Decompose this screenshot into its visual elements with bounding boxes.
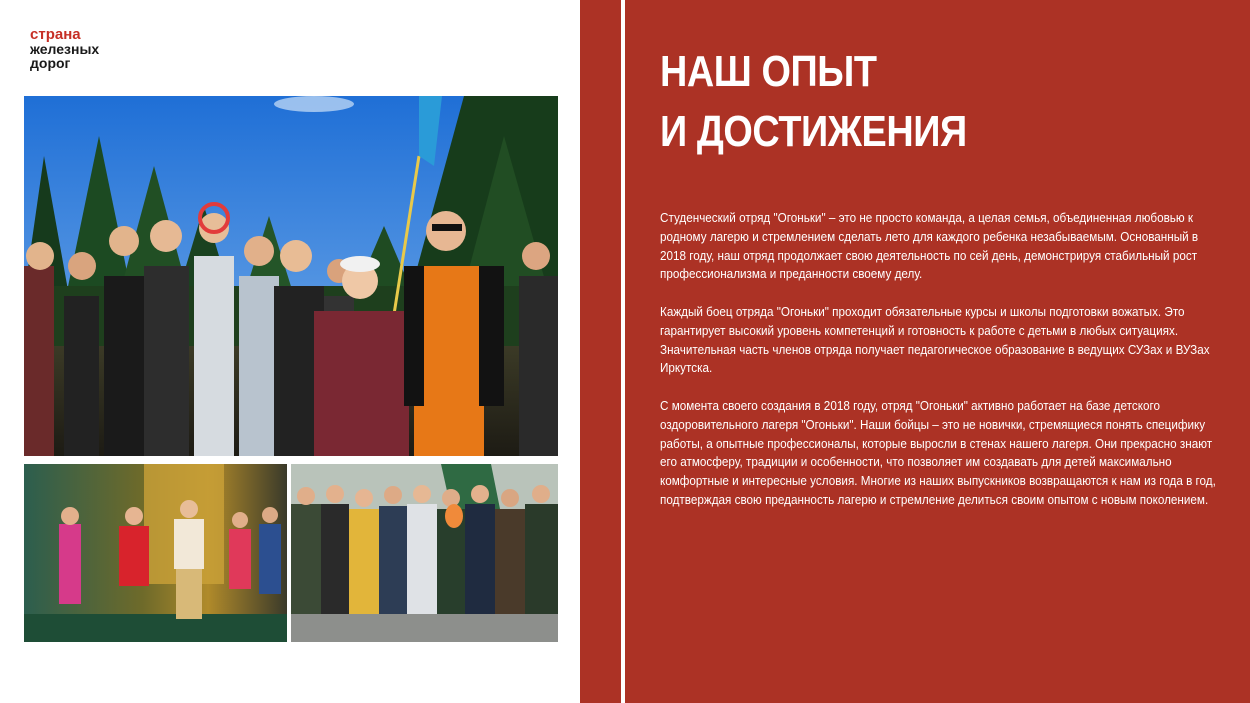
paragraph-history: С момента своего создания в 2018 году, отряд "Огоньки" активно работает на базе детского оздоровительного лагеря "Огоньки". Наши бойцы – это не новички, стремящиеся понять специфику работы, а опытные профессионалы, которые выросли в стенах нашего лагеря. Они прекрасно знают его атмосферу, традиции и особенности, что позволяет им создавать для детей максимально комфортные и интересные условия. Многие из наших выпускников возвращаются к нам из года в год, подтверждая свою преданность лагерю и стремление делиться своим опытом с новым поколением. [660, 397, 1216, 507]
content-panel [580, 0, 1250, 703]
group-photo-square [291, 464, 558, 642]
group-photo-outdoor [24, 96, 558, 456]
logo-line-2: железных [30, 41, 100, 57]
group-photo-outdoor-image [24, 96, 558, 456]
panel-divider [621, 0, 625, 703]
stage-dance-photo [24, 464, 287, 642]
logo-line-1: страна [30, 26, 81, 43]
page-title-line-1: НАШ ОПЫТ [660, 47, 877, 96]
body-text [660, 209, 1227, 529]
paragraph-training: Каждый боец отряда "Огоньки" проходит обязательные курсы и школы подготовки вожатых. Это гарантирует высокий уровень компетенций и готовность к работе с детьми в любых ситуациях. Значительная часть членов отряда получает педагогическое образование в ведущих СУЗах и ВУЗах Иркутска. [660, 303, 1210, 376]
paragraph-intro: Студенческий отряд "Огоньки" – это не просто команда, а целая семья, объединенная любовью к родному лагерю и стремлением сделать лето для каждого ребенка незабываемым. Основанный в 2018 году, наш отряд продолжает свою деятельность по сей день, демонстрируя стабильный рост профессионализма и преданности своему делу. [660, 210, 1199, 282]
brand-logo [30, 28, 99, 70]
logo-line-3: дорог [30, 55, 71, 71]
group-photo-square-image [291, 464, 558, 642]
page-title [660, 42, 967, 162]
stage-dance-photo-image [24, 464, 287, 642]
page-title-line-2: И ДОСТИЖЕНИЯ [660, 107, 967, 156]
